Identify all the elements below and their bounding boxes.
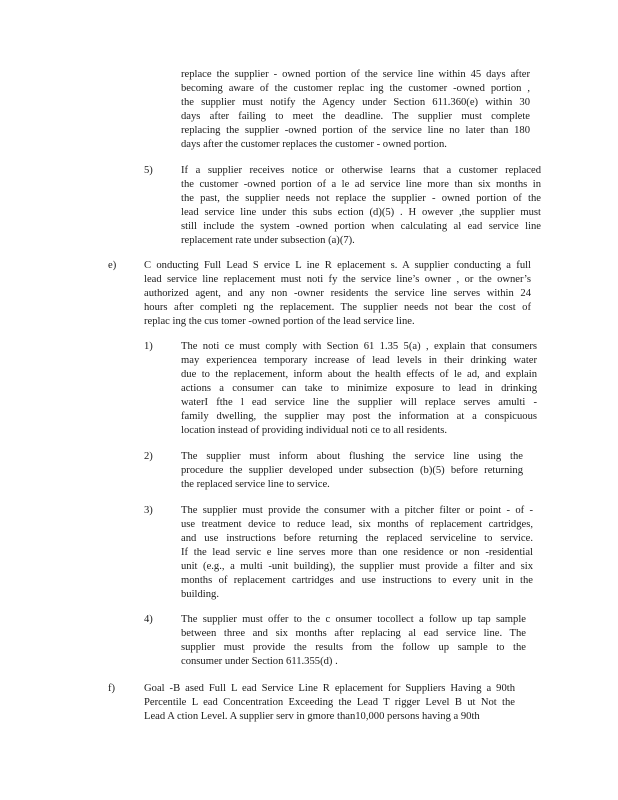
paragraph-e2 [181, 450, 523, 492]
text-line: due to the replacement, inform about the health effects of le ad, and explain [181, 369, 537, 380]
paragraph-d5 [181, 164, 541, 248]
item-marker-e3: 3) [144, 505, 153, 516]
item-marker-f: f) [108, 683, 116, 694]
paragraph-lines [181, 68, 530, 152]
text-line: family dwelling, the supplier may post the information at a conspicuous [181, 411, 537, 422]
text-line: days after failing to meet the deadline. The supplier must complete [181, 111, 530, 122]
text-line: The supplier must provide the consumer with a pitcher filter or point - of - [181, 505, 533, 516]
text-line: still include the system -owned portion when calculating al ead service line [181, 221, 541, 232]
text-line: replacement rate under subsection (a)(7). [181, 235, 355, 246]
text-line: the customer -owned portion of a le ad service line more than six months in [181, 179, 541, 190]
text-line: building. [181, 589, 219, 600]
text-line: use treatment device to reduce lead, six months of replacement cartridges, [181, 519, 533, 530]
paragraph-lines [144, 259, 531, 329]
text-line: The supplier must offer to the c onsumer tocollect a follow up tap sample [181, 614, 526, 625]
text-line: procedure the supplier developed under subsection (b)(5) before returning [181, 465, 523, 476]
text-line: between three and six months after replacing al ead service line. The [181, 628, 526, 639]
paragraph-lines [181, 450, 523, 492]
text-line: consumer under Section 611.355(d) . [181, 656, 338, 667]
text-line: replac ing the cus tomer -owned portion of the lead service line. [144, 316, 415, 327]
paragraph-lines [144, 682, 515, 724]
text-line: actions a consumer can take to minimize exposure to lead in drinking [181, 383, 537, 394]
text-line: C onducting Full Lead S ervice L ine R eplacement s. A supplier conducting a full [144, 260, 531, 271]
text-line: authorized agent, and any non -owner residents the service line serves within 24 [144, 288, 531, 299]
text-line: lead service line under this subs ection (d)(5) . H owever ,the supplier must [181, 207, 541, 218]
text-line: and use instructions before returning the replaced serviceline to service. [181, 533, 533, 544]
item-marker-e1: 1) [144, 341, 153, 352]
text-line: replacing the supplier -owned portion of the service line no later than 180 [181, 125, 530, 136]
paragraph-continuation [181, 68, 530, 152]
text-line: The noti ce must comply with Section 61 1.35 5(a) , explain that consumers [181, 341, 537, 352]
text-line: the replaced service line to service. [181, 479, 330, 490]
text-line: Percentile L ead Concentration Exceeding the Lead T rigger Level B ut Not the [144, 697, 515, 708]
text-line: unit (e.g., a multi -unit building), the supplier must provide a filter and six [181, 561, 533, 572]
text-line: If the lead servic e line serves more than one residence or non -residential [181, 547, 533, 558]
paragraph-e3 [181, 504, 533, 602]
text-line: the supplier must notify the Agency under Section 611.360(e) within 30 [181, 97, 530, 108]
text-line: location instead of providing individual noti ce to all residents. [181, 425, 447, 436]
text-line: If a supplier receives notice or otherwise learns that a customer replaced [181, 165, 541, 176]
item-marker-e4: 4) [144, 614, 153, 625]
paragraph-lines [181, 504, 533, 602]
text-line: supplier must provide the results from the follow up sample to the [181, 642, 526, 653]
text-line: the past, the supplier needs not replace the supplier - owned portion of the [181, 193, 541, 204]
item-marker-e: e) [108, 260, 117, 271]
paragraph-f [144, 682, 515, 724]
paragraph-lines [181, 613, 526, 669]
text-line: hours after completi ng the replacement. The supplier needs not bear the cost of [144, 302, 531, 313]
text-line: Lead A ction Level. A supplier serv in gmore than10,000 persons having a 90th [144, 711, 480, 722]
paragraph-e4 [181, 613, 526, 669]
text-line: Goal -B ased Full L ead Service Line R eplacement for Suppliers Having a 90th [144, 683, 515, 694]
text-line: lead service line replacement must noti fy the service line’s owner , or the owner’s [144, 274, 531, 285]
text-line: replace the supplier - owned portion of the service line within 45 days after [181, 69, 530, 80]
paragraph-lines [181, 340, 537, 438]
text-line: becoming aware of the customer replac ing the customer -owned portion , [181, 83, 530, 94]
text-line: The supplier must inform about flushing the service line using the [181, 451, 523, 462]
item-marker-e2: 2) [144, 451, 153, 462]
text-line: may experiencea temporary increase of lead levels in their drinking water [181, 355, 537, 366]
text-line: months of replacement cartridges and use instructions to every unit in the [181, 575, 533, 586]
text-line: waterI fthe l ead service line the supplier will replace serves amulti - [181, 397, 537, 408]
paragraph-lines [181, 164, 541, 248]
item-marker-d5: 5) [144, 165, 153, 176]
paragraph-e1 [181, 340, 537, 438]
paragraph-e [144, 259, 531, 329]
text-line: days after the customer replaces the customer - owned portion. [181, 139, 447, 150]
